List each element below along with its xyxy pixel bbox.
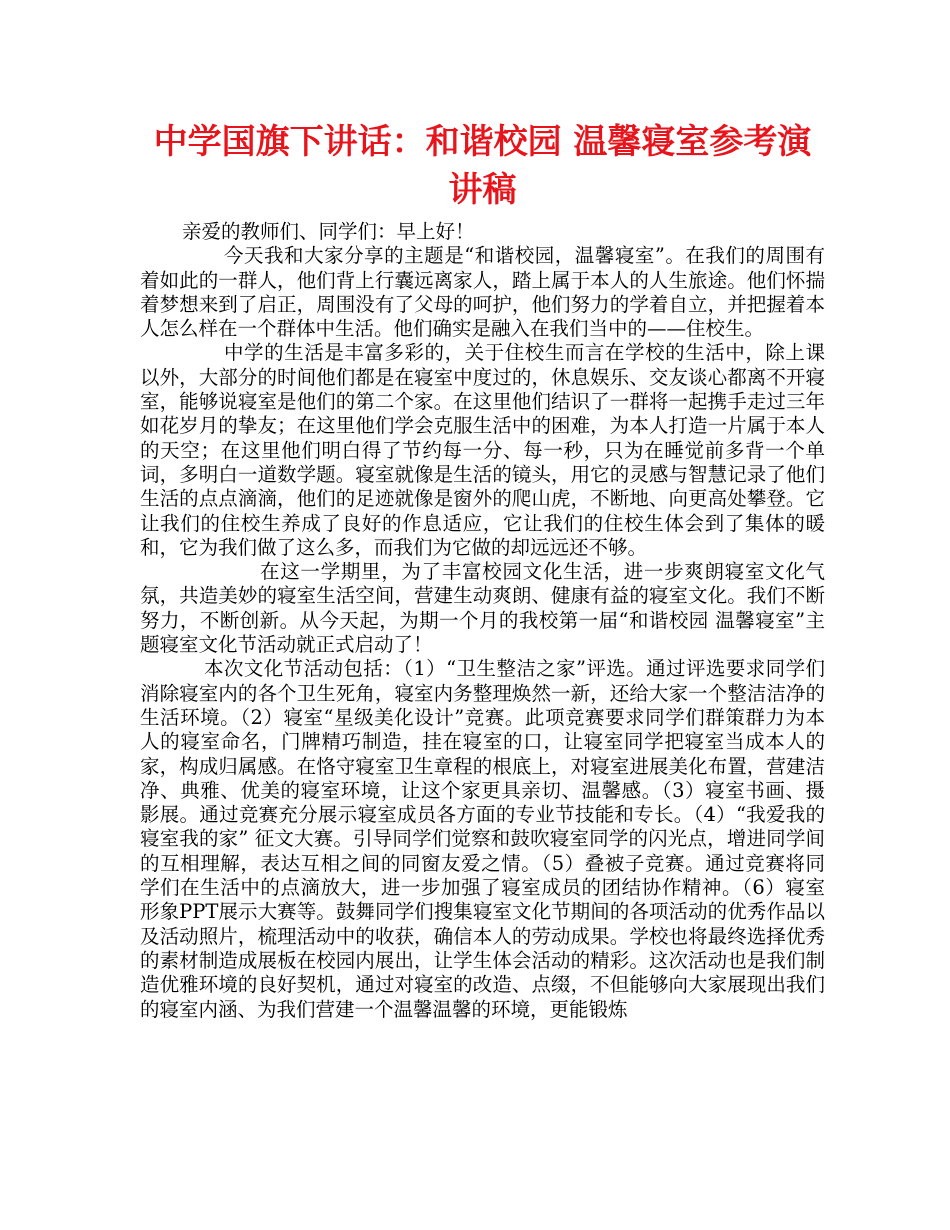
- paragraph-greeting: 亲爱的教师们、同学们：早上好！: [182, 220, 475, 243]
- paragraph-festival-launch: 在这一学期里，为了丰富校园文化生活，进一步爽朗寝室文化气氛，共造美妙的寝室生活空间，营建生动爽朗、健康有益的寝室文化。我们不断努力，不断创新。从今天起，为期一个月的我校第一届“和谐校园 温馨寝室”主题寝室文化节活动就正式启动了！: [140, 560, 825, 657]
- document-title: 中学国旗下讲话：和谐校园 温馨寝室参考演讲稿: [153, 122, 812, 210]
- paragraph-intro: 今天我和大家分享的主题是“和谐校园，温馨寝室”。在我们的周围有着如此的一群人，他们背上行囊远离家人，踏上属于本人的人生旅途。他们怀揣着梦想来到了启正，周围没有了父母的呵护，他们努力的学着自立，并把握着本人怎么样在一个群体中生活。他们确实是融入在我们当中的——住校生。: [140, 244, 825, 341]
- document-body: [140, 220, 825, 1022]
- paragraph-dorm-life: 中学的生活是丰富多彩的，关于住校生而言在学校的生活中，除上课以外，大部分的时间他们都是在寝室中度过的，休息娱乐、交友谈心都离不开寝室，能够说寝室是他们的第二个家。在这里他们结识了一群将一起携手走过三年如花岁月的挚友；在这里他们学会克服生活中的困难，为本人打造一片属于本人的天空；在这里他们明白得了节约每一分、每一秒，只为在睡觉前多背一个单词，多明白一道数学题。寝室就像是生活的镜头，用它的灵感与智慧记录了他们生活的点点滴滴，他们的足迹就像是窗外的爬山虎，不断地、向更高处攀登。它让我们的住校生养成了良好的作息适应，它让我们的住校生体会到了集体的暖和，它为我们做了这么多，而我们为它做的却远远还不够。: [140, 341, 825, 559]
- document-page: [140, 118, 825, 1022]
- paragraph-activities: 本次文化节活动包括：（1）“卫生整洁之家”评选。通过评选要求同学们消除寝室内的各个卫生死角，寝室内务整理焕然一新，还给大家一个整洁洁净的生活环境。（2）寝室“星级美化设计”竞赛。此项竞赛要求同学们群策群力为本人的寝室命名，门牌精巧制造，挂在寝室的口，让寝室同学把寝室当成本人的家，构成归属感。在恪守寝室卫生章程的根底上，对寝室进展美化布置，营建洁净、典雅、优美的寝室环境，让这个家更具亲切、温馨感。（3）寝室书画、摄影展。通过竞赛充分展示寝室成员各方面的专业节技能和专长。（4）“我爱我的寝室我的家” 征文大赛。引导同学们觉察和鼓吹寝室同学的闪光点，增进同学间的互相理解，表达互相之间的同窗友爱之情。（5）叠被子竞赛。通过竞赛将同学们在生活中的点滴放大，进一步加强了寝室成员的团结协作精神。（6）寝室形象PPT展示大赛等。鼓舞同学们搜集寝室文化节期间的各项活动的优秀作品以及活动照片，梳理活动中的收获，确信本人的劳动成果。学校也将最终选择优秀的素材制造成展板在校园内展出，让学生体会活动的精彩。这次活动也是我们制造优雅环境的良好契机，通过对寝室的改造、点缀，不但能够向大家展现出我们的寝室内涵、为我们营建一个温馨温馨的环境，更能锻炼: [140, 657, 825, 1021]
